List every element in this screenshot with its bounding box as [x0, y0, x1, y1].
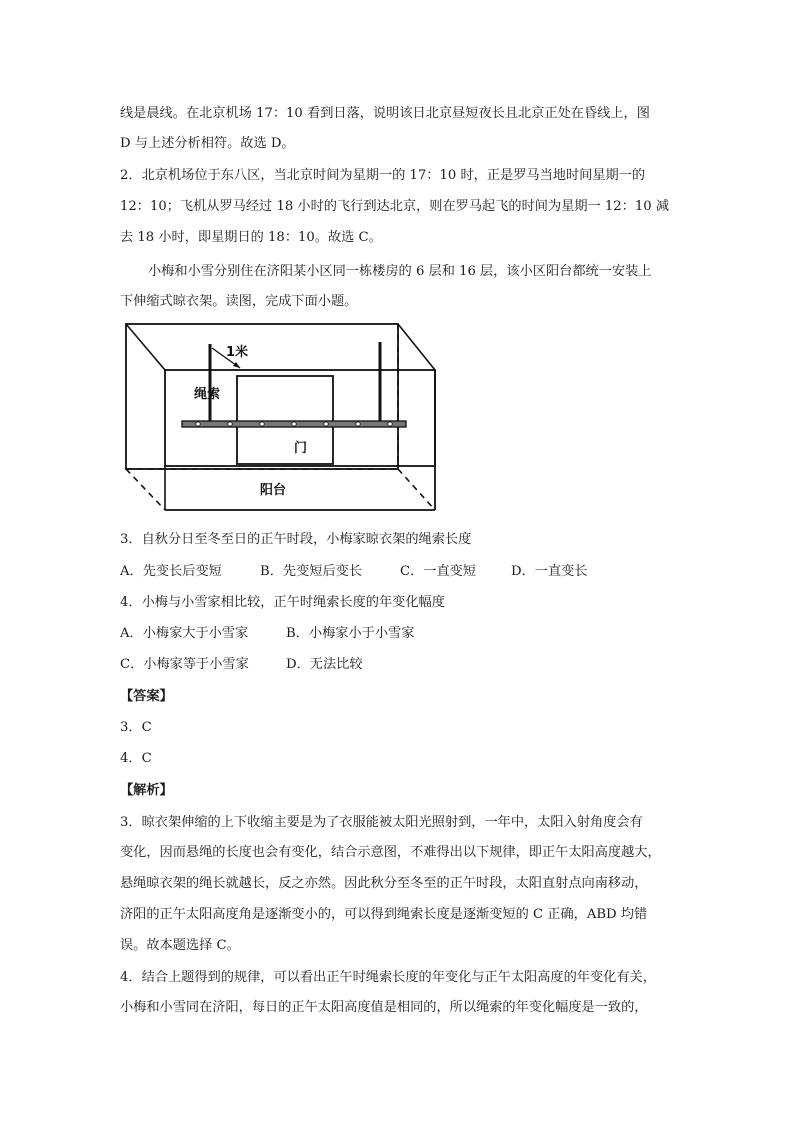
- label-rope: 绳索: [194, 387, 221, 402]
- q3-option-a: A．先变长后变短: [120, 564, 222, 579]
- q3-options: [120, 562, 588, 582]
- rod-hole: [228, 422, 232, 426]
- label-balcony: 阳台: [260, 483, 287, 498]
- rod-hole: [356, 422, 360, 426]
- q3-option-d: D．一直变长: [511, 564, 588, 579]
- analysis-line-5: 误。故本题选择 C。: [120, 938, 240, 953]
- measure-arrow-head: [233, 362, 240, 368]
- q4-option-a: A．小梅家大于小雪家: [120, 626, 249, 641]
- text-line-6: 小梅和小雪分别住在济阳某小区同一栋楼房的 6 层和 16 层，该小区阳台都统一安装上: [148, 264, 652, 279]
- balcony-figure: [118, 318, 446, 518]
- text-line-1: 线是晨线。在北京机场 17：10 看到日落，说明该日北京昼短夜长且北京正处在昏线上，图: [120, 106, 650, 121]
- balcony-diagram: [118, 318, 446, 518]
- q4-options-row2: [120, 655, 363, 675]
- analysis-line-6: 4．结合上题得到的规律，可以看出正午时绳索长度的年变化与正午太阳高度的年变化有关，: [120, 970, 656, 985]
- q4-option-c: C．小梅家等于小雪家: [120, 657, 249, 672]
- answer-item-4: 4．C: [120, 751, 152, 766]
- dashed-floor-right: [398, 469, 435, 510]
- q4-stem: 4．小梅与小雪家相比较，正午时绳索长度的年变化幅度: [120, 595, 445, 610]
- text-line-7: 下伸缩式晾衣架。读图，完成下面小题。: [120, 294, 358, 309]
- q3-option-c: C．一直变短: [400, 564, 477, 579]
- q4-option-d: D．无法比较: [286, 657, 363, 672]
- rod-hole: [260, 422, 264, 426]
- label-door: 门: [294, 441, 308, 456]
- dashed-floor-left: [126, 469, 165, 510]
- edge-top-left: [126, 324, 165, 370]
- analysis-line-1: 3．晾衣架伸缩的上下收缩主要是为了衣服能被太阳光照射到，一年中，太阳入射角度会有: [120, 815, 643, 830]
- q4-option-b: B．小梅家小于小雪家: [286, 626, 415, 641]
- analysis-line-2: 变化，因而悬绳的长度也会有变化，结合示意图，不难得出以下规律，即正午太阳高度越大，: [120, 845, 661, 860]
- door: [237, 376, 333, 464]
- rod-hole: [196, 422, 200, 426]
- analysis-heading: 【解析】: [120, 783, 173, 798]
- rod-hole: [324, 422, 328, 426]
- edge-top-right: [398, 324, 435, 370]
- analysis-line-4: 济阳的正午太阳高度角是逐渐变小的，可以得到绳索长度是逐渐变短的 C 正确，ABD 均错: [120, 907, 648, 922]
- text-line-5: 去 18 小时，即星期日的 18：10。故选 C。: [120, 230, 382, 245]
- text-line-2: D 与上述分析相符。故选 D。: [120, 136, 295, 151]
- q3-option-b: B．先变短后变长: [260, 564, 363, 579]
- analysis-line-3: 悬绳晾衣架的绳长就越长，反之亦然。因此秋分至冬至的正午时段，太阳直射点向南移动，: [120, 876, 648, 891]
- answer-heading: 【答案】: [120, 689, 173, 704]
- rod-hole: [292, 422, 296, 426]
- q3-stem: 3．自秋分日至冬至日的正午时段，小梅家晾衣架的绳索长度: [120, 532, 472, 547]
- answer-item-3: 3．C: [120, 720, 152, 735]
- text-line-3: 2．北京机场位于东八区，当北京时间为星期一的 17：10 时，正是罗马当地时间星期一的: [120, 168, 646, 183]
- label-1m: 1米: [226, 345, 249, 360]
- analysis-line-7: 小梅和小雪同在济阳，每日的正午太阳高度值是相同的，所以绳索的年变化幅度是一致的，: [120, 1000, 648, 1015]
- text-line-4: 12：10；飞机从罗马经过 18 小时的飞行到达北京，则在罗马起飞的时间为星期一 12：10 减: [120, 199, 670, 214]
- q4-options-row1: [120, 624, 414, 644]
- rod-hole: [388, 422, 392, 426]
